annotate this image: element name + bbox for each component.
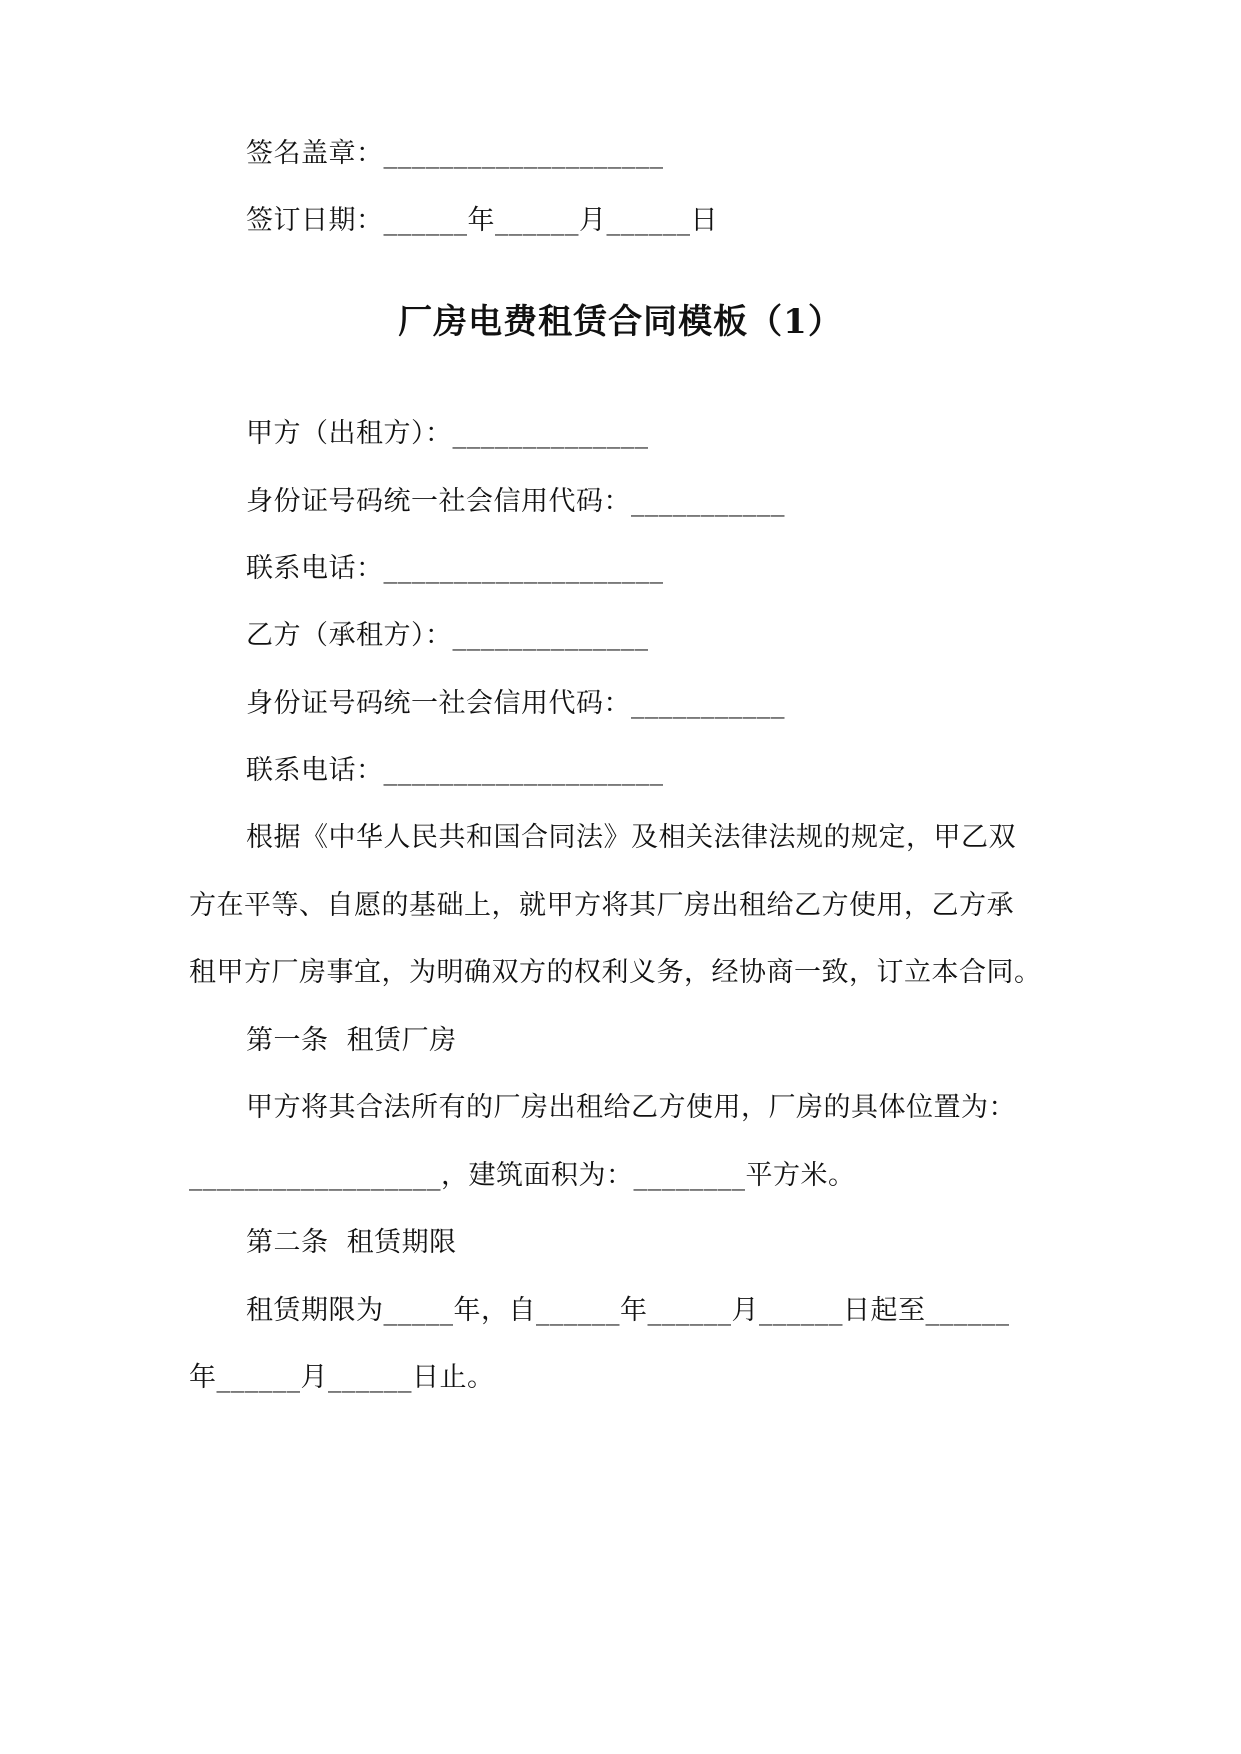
- document-title: 厂房电费租赁合同模板（1）: [398, 302, 843, 342]
- article-1-line-1: 甲方将其合法所有的厂房出租给乙方使用，厂房的具体位置为：: [246, 1092, 1016, 1123]
- article-1-line-2: __________________，建筑面积为：________平方米。: [189, 1160, 856, 1191]
- article-2-heading: 第二条 租赁期限: [246, 1227, 457, 1258]
- signing-date-line: 签订日期：______年______月______日: [246, 205, 718, 236]
- party-b-id-line: 身份证号码统一社会信用代码：___________: [246, 688, 785, 719]
- article-1-heading: 第一条 租赁厂房: [246, 1025, 457, 1056]
- article-2-line-1: 租赁期限为_____年，自______年______月______日起至______: [246, 1295, 1010, 1326]
- preamble-line-1: 根据《中华人民共和国合同法》及相关法律法规的规定，甲乙双: [246, 822, 1016, 853]
- party-a-phone-line: 联系电话：____________________: [246, 553, 664, 584]
- preamble-line-3: 租甲方厂房事宜，为明确双方的权利义务，经协商一致，订立本合同。: [189, 957, 1042, 988]
- article-2-line-2: 年______月______日止。: [189, 1362, 495, 1393]
- party-a-id-line: 身份证号码统一社会信用代码：___________: [246, 486, 785, 517]
- preamble-line-2: 方在平等、自愿的基础上，就甲方将其厂房出租给乙方使用，乙方承: [189, 890, 1014, 921]
- party-a-line: 甲方（出租方）：______________: [246, 418, 649, 449]
- party-b-line: 乙方（承租方）：______________: [246, 620, 649, 651]
- signature-line: 签名盖章：____________________: [246, 138, 664, 169]
- party-b-phone-line: 联系电话：____________________: [246, 755, 664, 786]
